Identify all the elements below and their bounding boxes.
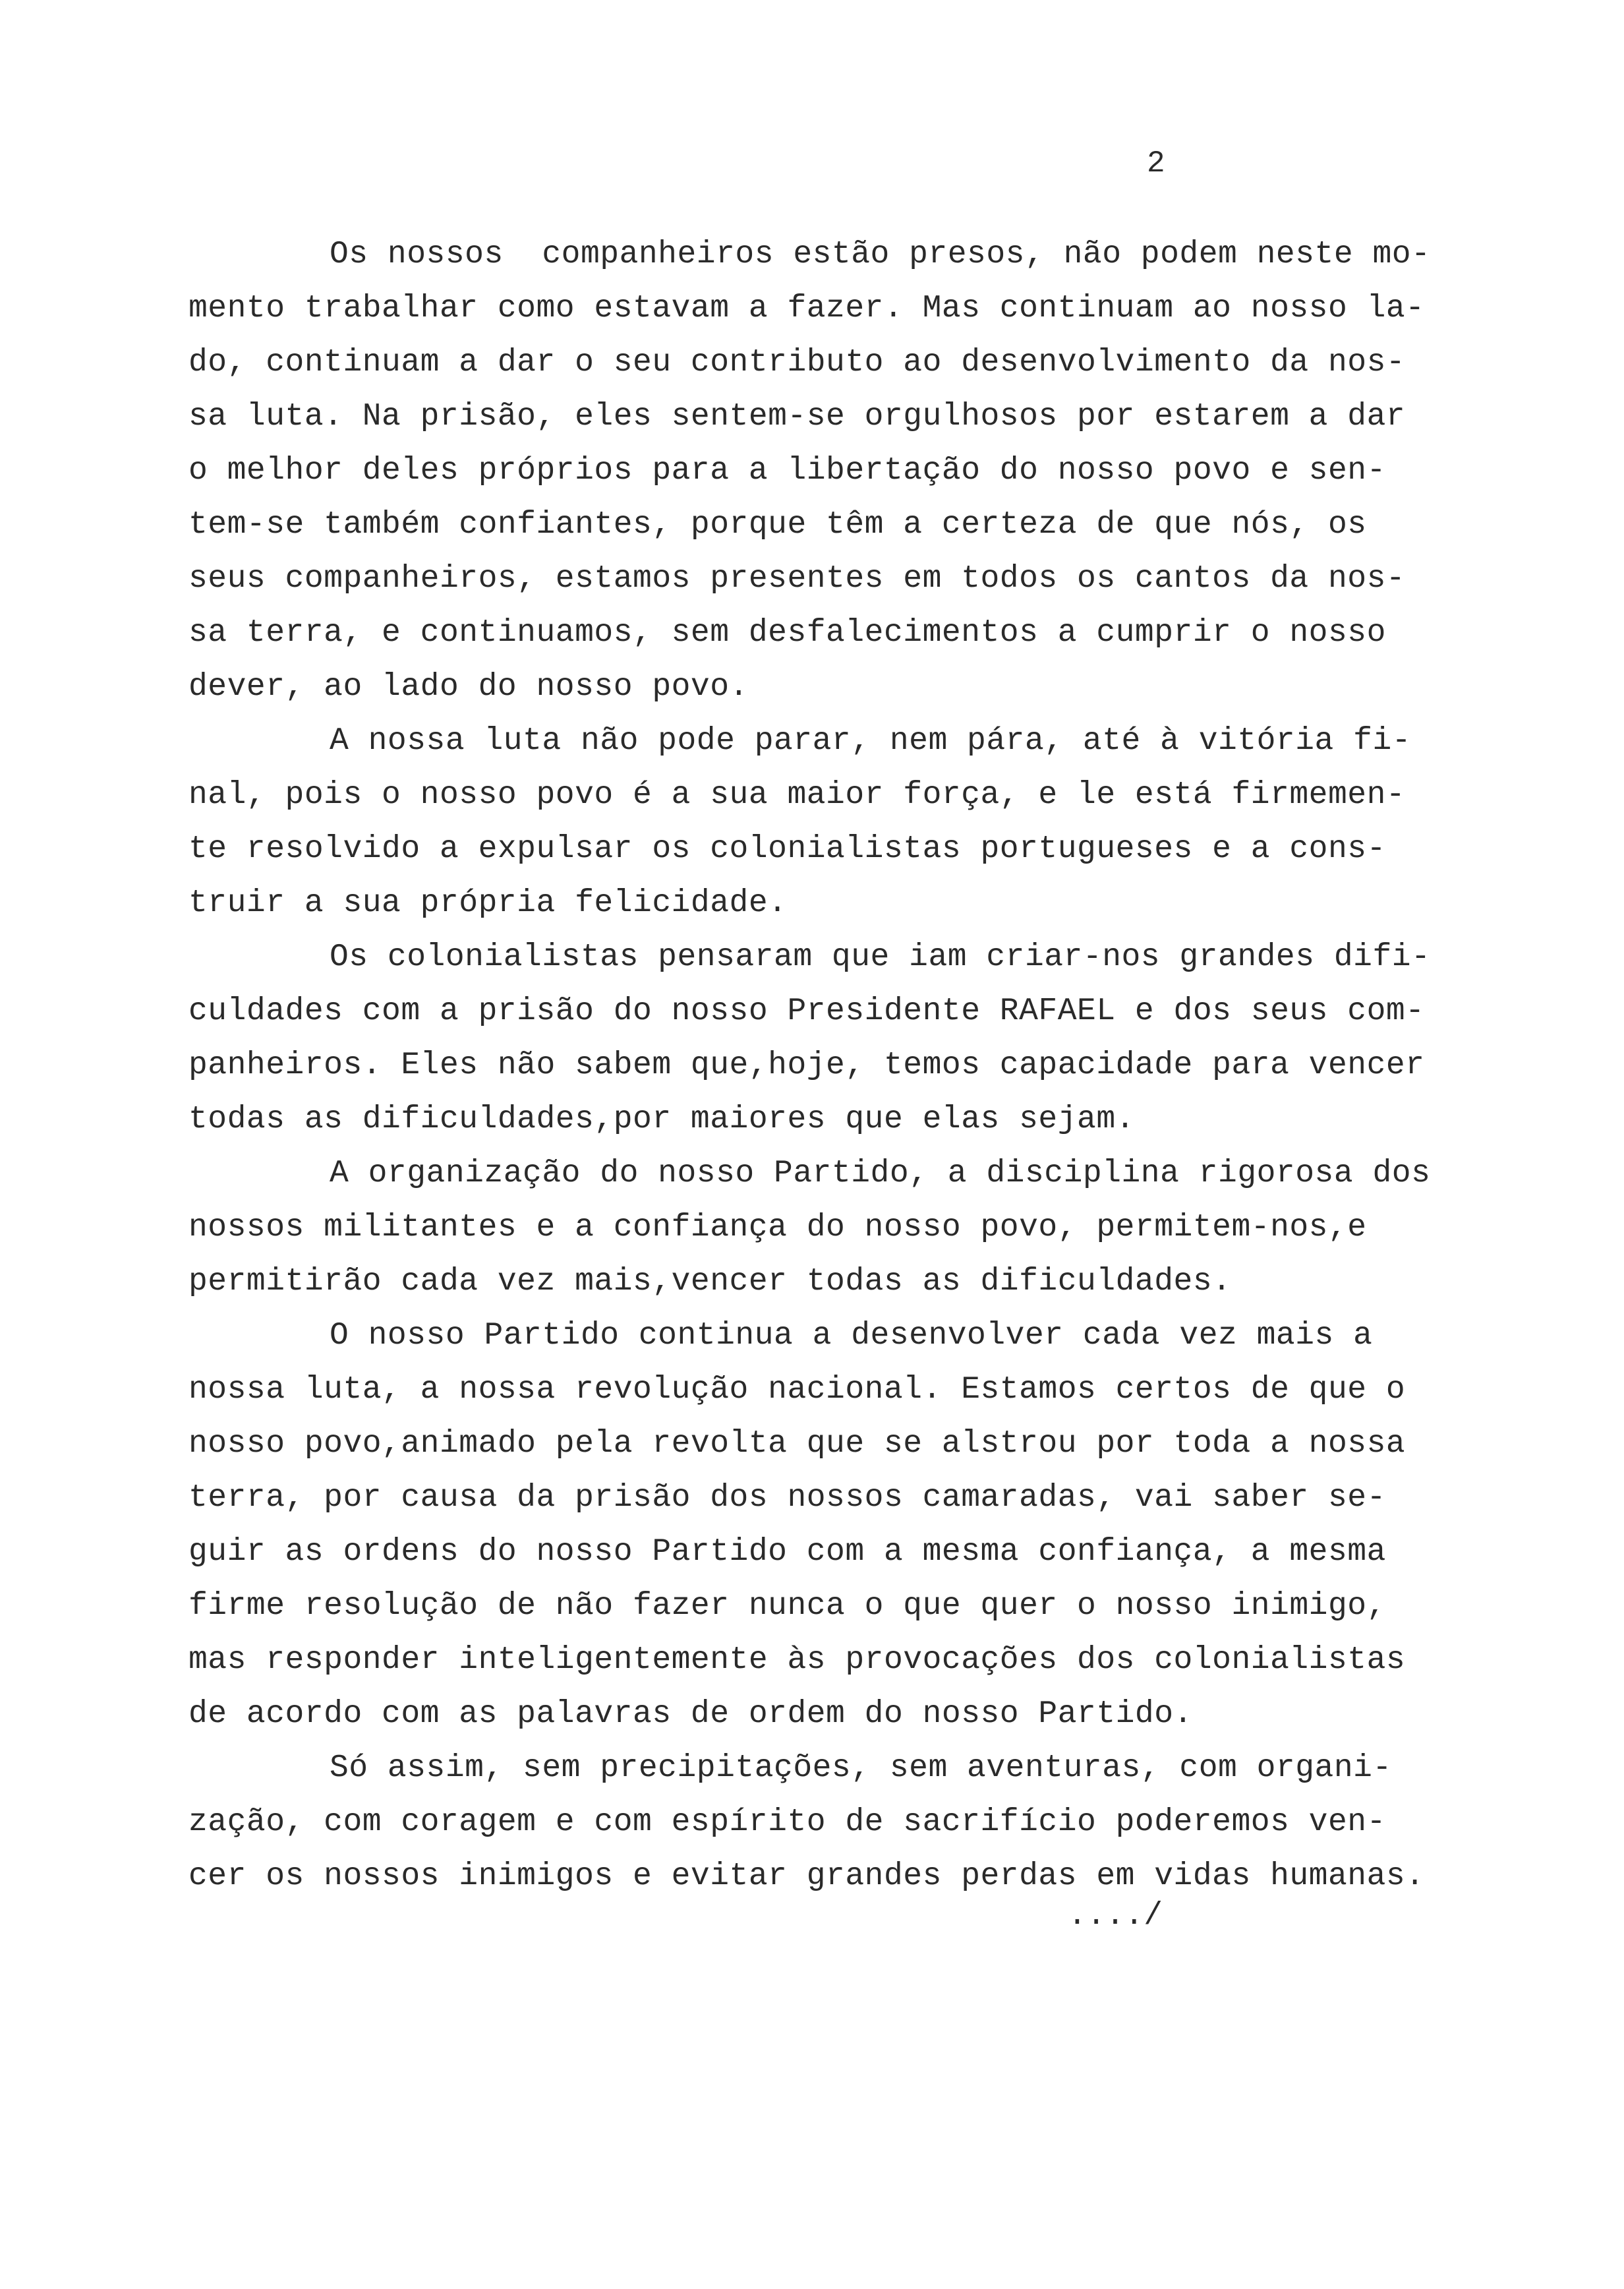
paragraph-1-line-4: sa luta. Na prisão, eles sentem-se orgulhosos por estarem a dar — [188, 399, 1406, 434]
paragraph-4-line-2: nossos militantes e a confiança do nosso povo, permitem-nos,e — [188, 1210, 1367, 1245]
paragraph-6-line-3: cer os nossos inimigos e evitar grandes perdas em vidas humanas. — [188, 1858, 1425, 1894]
paragraph-1-line-5: o melhor deles próprios para a libertação do nosso povo e sen- — [188, 453, 1386, 489]
continuation-mark: ..../ — [1068, 1898, 1163, 1934]
paragraph-2-line-2: nal, pois o nosso povo é a sua maior força, e le está firmemen- — [188, 777, 1406, 813]
paragraph-5-line-6: firme resolução de não fazer nunca o que quer o nosso inimigo, — [188, 1588, 1386, 1624]
paragraph-5-line-4: terra, por causa da prisão dos nossos camaradas, vai saber se- — [188, 1480, 1386, 1516]
paragraph-1-line-7: seus companheiros, estamos presentes em todos os cantos da nos- — [188, 561, 1406, 597]
paragraph-2-line-4: truir a sua própria felicidade. — [188, 885, 788, 921]
paragraph-5-line-7: mas responder inteligentemente às provocações dos colonialistas — [188, 1642, 1406, 1678]
paragraph-2-line-1: A nossa luta não pode parar, nem pára, até à vitória fi- — [330, 723, 1412, 759]
paragraph-5-line-5: guir as ordens do nosso Partido com a mesma confiança, a mesma — [188, 1534, 1386, 1570]
paragraph-6-line-2: zação, com coragem e com espírito de sacrifício poderemos ven- — [188, 1804, 1386, 1840]
paragraph-2-line-3: te resolvido a expulsar os colonialistas portugueses e a cons- — [188, 831, 1386, 867]
paragraph-5-line-2: nossa luta, a nossa revolução nacional. Estamos certos de que o — [188, 1372, 1406, 1408]
paragraph-1-line-9: dever, ao lado do nosso povo. — [188, 669, 749, 705]
paragraph-1-line-2: mento trabalhar como estavam a fazer. Mas continuam ao nosso la- — [188, 291, 1425, 326]
paragraph-3-line-2: culdades com a prisão do nosso Presidente RAFAEL e dos seus com- — [188, 994, 1425, 1029]
paragraph-1-line-1: Os nossos companheiros estão presos, não podem neste mo- — [330, 237, 1431, 272]
paragraph-5-line-8: de acordo com as palavras de ordem do nosso Partido. — [188, 1696, 1193, 1732]
paragraph-4-line-1: A organização do nosso Partido, a disciplina rigorosa dos — [330, 1156, 1431, 1191]
paragraph-6-line-1: Só assim, sem precipitações, sem aventuras, com organi- — [330, 1750, 1392, 1786]
page-number: 2 — [1147, 146, 1165, 181]
paragraph-5-line-3: nosso povo,animado pela revolta que se alstrou por toda a nossa — [188, 1426, 1406, 1462]
paragraph-3-line-1: Os colonialistas pensaram que iam criar-nos grandes difi- — [330, 939, 1431, 975]
paragraph-1-line-6: tem-se também confiantes, porque têm a certeza de que nós, os — [188, 507, 1367, 543]
paragraph-3-line-4: todas as dificuldades,por maiores que elas sejam. — [188, 1102, 1135, 1137]
paragraph-3-line-3: panheiros. Eles não sabem que,hoje, temos capacidade para vencer — [188, 1048, 1425, 1083]
paragraph-5-line-1: O nosso Partido continua a desenvolver cada vez mais a — [330, 1318, 1373, 1353]
paragraph-1-line-3: do, continuam a dar o seu contributo ao desenvolvimento da nos- — [188, 345, 1406, 380]
paragraph-1-line-8: sa terra, e continuamos, sem desfalecimentos a cumprir o nosso — [188, 615, 1386, 651]
paragraph-4-line-3: permitirão cada vez mais,vencer todas as dificuldades. — [188, 1264, 1232, 1299]
